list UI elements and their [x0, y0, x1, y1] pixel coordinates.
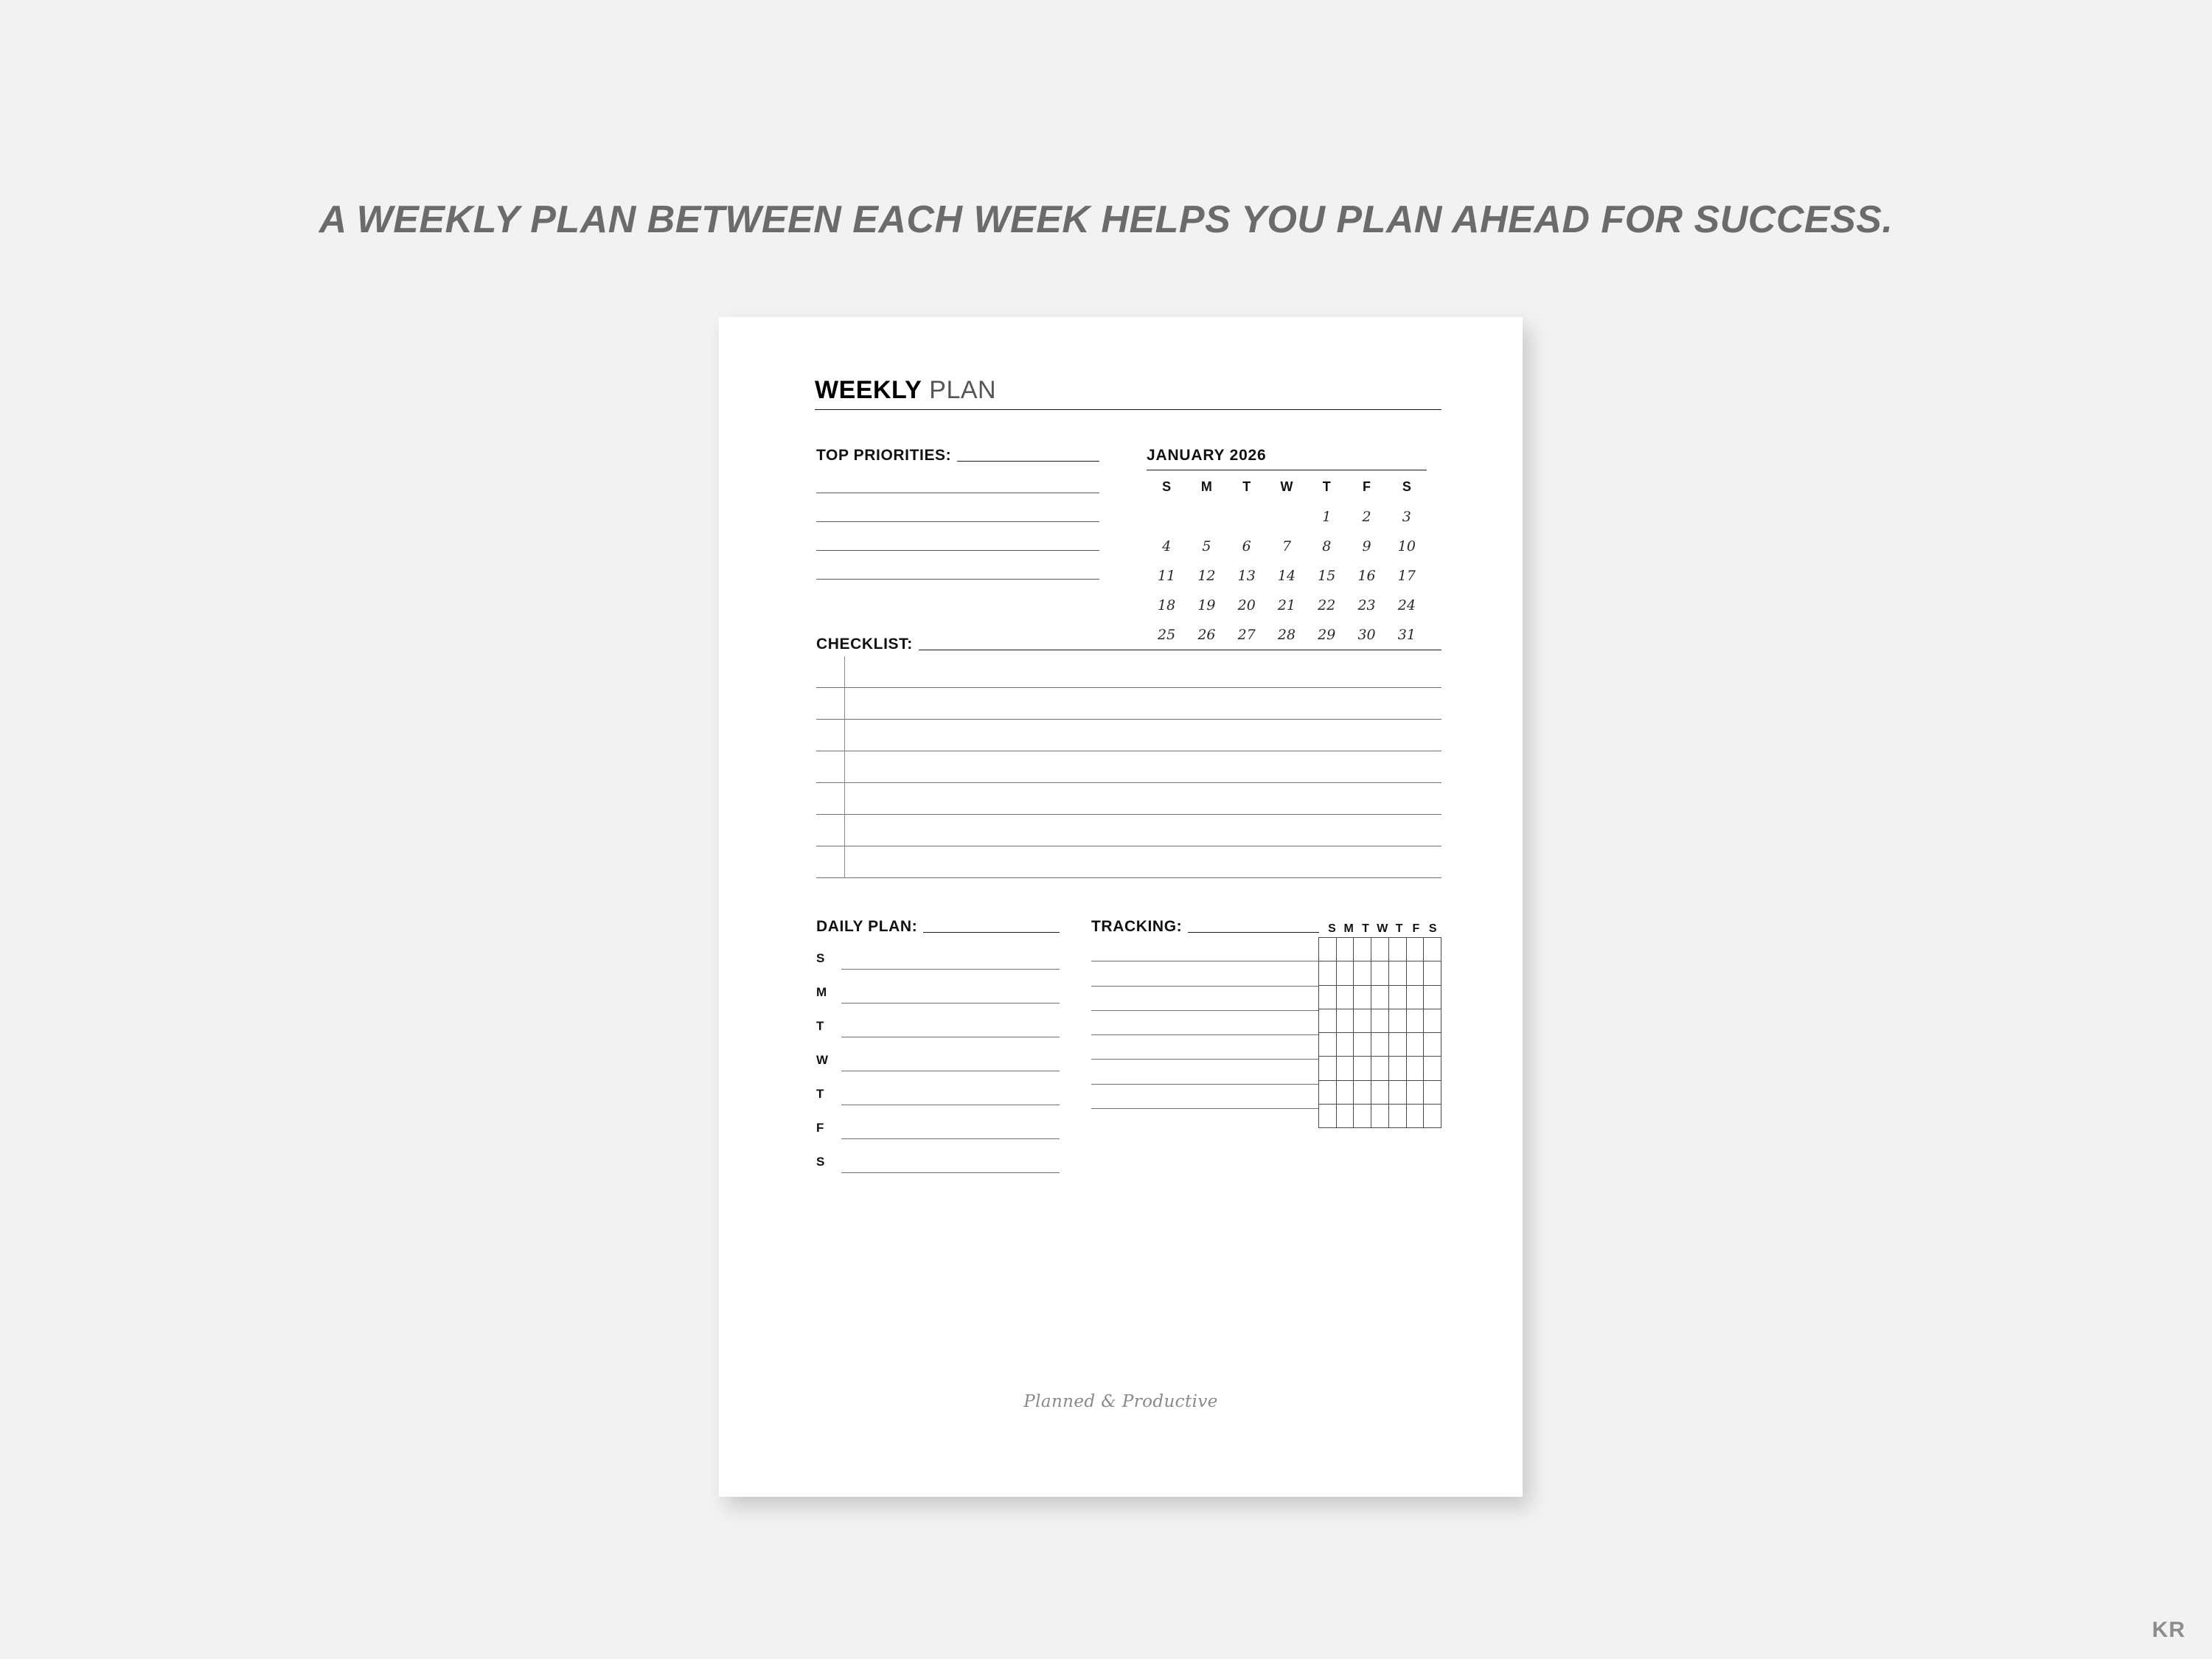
- daily-plan-day-label: T: [816, 1019, 824, 1033]
- calendar-week-row: [1147, 532, 1427, 561]
- calendar-day[interactable]: 13: [1237, 568, 1256, 584]
- checklist-row[interactable]: [816, 751, 1441, 783]
- calendar-day[interactable]: [1227, 502, 1267, 532]
- calendar-weekday: T: [1322, 479, 1331, 494]
- calendar-day[interactable]: 5: [1202, 538, 1211, 554]
- checklist-section: [816, 636, 1441, 878]
- tracking-cell[interactable]: [1371, 986, 1389, 1009]
- checklist-checkbox-column-divider: [844, 656, 845, 878]
- tracking-cell[interactable]: [1424, 1009, 1441, 1033]
- daily-plan-header: [816, 918, 1060, 936]
- calendar-week-row: [1147, 502, 1427, 532]
- tracking-cell[interactable]: [1354, 1105, 1371, 1128]
- calendar-day[interactable]: 20: [1237, 597, 1256, 613]
- calendar-day[interactable]: 22: [1318, 597, 1336, 613]
- tracking-cell[interactable]: [1371, 1009, 1389, 1033]
- tracking-cell[interactable]: [1407, 1009, 1425, 1033]
- top-priorities-section: [816, 447, 1099, 580]
- daily-plan-section: [816, 918, 1060, 1173]
- daily-plan-row[interactable]: [816, 1071, 1060, 1105]
- priority-write-line[interactable]: [816, 578, 1099, 580]
- calendar-weekday: W: [1280, 479, 1293, 494]
- tracking-write-line[interactable]: [1091, 937, 1318, 961]
- calendar-day[interactable]: 23: [1357, 597, 1376, 613]
- checklist-row[interactable]: [816, 688, 1441, 720]
- tracking-cell[interactable]: [1424, 1081, 1441, 1105]
- tracking-cell[interactable]: [1371, 1105, 1389, 1128]
- tracking-cell[interactable]: [1337, 961, 1354, 985]
- daily-plan-row[interactable]: [816, 1004, 1060, 1037]
- checklist-row[interactable]: [816, 846, 1441, 878]
- tracking-cell[interactable]: [1319, 938, 1337, 961]
- calendar-day[interactable]: 7: [1281, 538, 1292, 554]
- daily-plan-write-line[interactable]: [841, 969, 1060, 970]
- calendar-week-row: [1147, 591, 1427, 620]
- daily-plan-write-line[interactable]: [841, 1138, 1060, 1139]
- tracking-cell[interactable]: [1337, 1009, 1354, 1033]
- calendar-day[interactable]: 6: [1242, 538, 1251, 554]
- tracking-cell[interactable]: [1371, 938, 1389, 961]
- tracking-cell[interactable]: [1337, 986, 1354, 1009]
- tracking-weekday: W: [1377, 922, 1388, 935]
- calendar-day[interactable]: 31: [1397, 627, 1416, 643]
- tracking-cell[interactable]: [1354, 1009, 1371, 1033]
- calendar-weekday: F: [1363, 479, 1371, 494]
- calendar-day[interactable]: 16: [1357, 568, 1376, 584]
- calendar-day[interactable]: 27: [1237, 627, 1256, 643]
- tracking-cell[interactable]: [1407, 1057, 1425, 1080]
- checklist-row[interactable]: [816, 656, 1441, 688]
- tracking-write-line[interactable]: [1091, 987, 1318, 1011]
- tracking-cell[interactable]: [1371, 1033, 1389, 1057]
- daily-plan-write-line[interactable]: [841, 1172, 1060, 1173]
- calendar-day[interactable]: 1: [1322, 509, 1332, 525]
- calendar-weekday: S: [1162, 479, 1172, 494]
- calendar-week-row: [1147, 561, 1427, 591]
- daily-plan-day-label: M: [816, 985, 827, 999]
- tracking-section: [1091, 918, 1441, 1128]
- checklist-header: [816, 636, 1441, 653]
- planner-page: [719, 317, 1523, 1497]
- tracking-weekday: S: [1328, 922, 1336, 935]
- tracking-weekday: T: [1362, 922, 1369, 935]
- calendar-day[interactable]: 26: [1197, 627, 1216, 643]
- tracking-cell[interactable]: [1354, 986, 1371, 1009]
- daily-plan-row[interactable]: [816, 1105, 1060, 1139]
- tracking-cell[interactable]: [1319, 1081, 1337, 1105]
- tracking-cell[interactable]: [1337, 1081, 1354, 1105]
- calendar-day[interactable]: 18: [1158, 597, 1176, 613]
- tracking-cell[interactable]: [1371, 1057, 1389, 1080]
- brand-signature: Planned & Productive: [1023, 1392, 1218, 1411]
- calendar-weekday: T: [1242, 479, 1251, 494]
- tracking-cell[interactable]: [1371, 961, 1389, 985]
- tracking-cell[interactable]: [1389, 1081, 1407, 1105]
- tracking-weekday: M: [1343, 922, 1354, 935]
- calendar-day[interactable]: [1267, 502, 1307, 532]
- tracking-write-line[interactable]: [1091, 1035, 1318, 1060]
- tracking-cell[interactable]: [1337, 1057, 1354, 1080]
- tracking-cell[interactable]: [1337, 1033, 1354, 1057]
- daily-plan-row[interactable]: [816, 936, 1060, 970]
- tracking-weekday: S: [1428, 922, 1437, 935]
- tracking-grid: [1318, 937, 1441, 1128]
- tracking-cell[interactable]: [1407, 1081, 1425, 1105]
- tracking-cell[interactable]: [1407, 1033, 1425, 1057]
- tracking-cell[interactable]: [1319, 1105, 1337, 1128]
- daily-plan-row[interactable]: [816, 970, 1060, 1004]
- daily-plan-day-label: W: [816, 1053, 829, 1067]
- tracking-cell[interactable]: [1319, 986, 1337, 1009]
- calendar-day[interactable]: [1186, 502, 1226, 532]
- tracking-write-line[interactable]: [1091, 961, 1318, 986]
- tracking-cell[interactable]: [1319, 1009, 1337, 1033]
- priority-write-line[interactable]: [816, 492, 1099, 493]
- tracking-cell[interactable]: [1389, 1105, 1407, 1128]
- calendar-day[interactable]: 3: [1402, 509, 1411, 525]
- tracking-body: [1091, 937, 1441, 1128]
- checklist-row[interactable]: [816, 815, 1441, 846]
- calendar-day[interactable]: 4: [1162, 538, 1172, 554]
- tracking-cell[interactable]: [1424, 1057, 1441, 1080]
- tracking-cell[interactable]: [1389, 1009, 1407, 1033]
- tracking-weekday: F: [1412, 922, 1420, 935]
- checklist-row[interactable]: [816, 720, 1441, 751]
- tracking-cell[interactable]: [1354, 1057, 1371, 1080]
- tracking-cell[interactable]: [1424, 938, 1441, 961]
- tracking-write-line[interactable]: [1091, 1085, 1318, 1109]
- daily-plan-day-label: F: [816, 1121, 824, 1135]
- daily-plan-write-line[interactable]: [841, 1003, 1060, 1004]
- priority-write-line[interactable]: [816, 549, 1099, 551]
- page-title: [815, 376, 1441, 410]
- tracking-cell[interactable]: [1407, 1105, 1425, 1128]
- priority-write-line[interactable]: [816, 521, 1099, 522]
- page-headline: A WEEKLY PLAN BETWEEN EACH WEEK HELPS YOU PLAN AHEAD FOR SUCCESS.: [319, 198, 1893, 241]
- calendar-day[interactable]: 24: [1397, 597, 1416, 613]
- calendar-weekday-row: [1147, 475, 1427, 502]
- calendar-table: [1147, 475, 1427, 650]
- daily-plan-day-label: T: [816, 1087, 824, 1101]
- tracking-cell[interactable]: [1389, 986, 1407, 1009]
- calendar-day[interactable]: 28: [1277, 627, 1296, 643]
- tracking-cell[interactable]: [1389, 1057, 1407, 1080]
- calendar-day[interactable]: 2: [1362, 509, 1371, 525]
- calendar-day[interactable]: 15: [1318, 568, 1336, 584]
- title-divider: [815, 409, 1441, 410]
- tracking-cell[interactable]: [1424, 961, 1441, 985]
- tracking-cell[interactable]: [1407, 986, 1425, 1009]
- tracking-label: TRACKING:: [1091, 918, 1183, 935]
- daily-plan-header-rule: [923, 932, 1060, 933]
- calendar-day[interactable]: 9: [1362, 538, 1371, 554]
- tracking-cell[interactable]: [1354, 1033, 1371, 1057]
- top-priorities-header: [816, 447, 1099, 465]
- calendar-day[interactable]: 30: [1357, 627, 1376, 643]
- calendar-weekday: M: [1200, 479, 1212, 494]
- planner-content: [800, 376, 1441, 1438]
- tracking-cell[interactable]: [1354, 938, 1371, 961]
- tracking-cell[interactable]: [1389, 938, 1407, 961]
- calendar-day[interactable]: 8: [1322, 538, 1332, 554]
- calendar-day[interactable]: 10: [1397, 538, 1416, 554]
- tracking-cell[interactable]: [1424, 1033, 1441, 1057]
- tracking-cell[interactable]: [1424, 1105, 1441, 1128]
- daily-plan-row[interactable]: [816, 1037, 1060, 1071]
- daily-plan-label: DAILY PLAN:: [816, 918, 918, 935]
- checklist-rows: [816, 656, 1441, 878]
- tracking-cell[interactable]: [1319, 1057, 1337, 1080]
- tracking-write-line[interactable]: [1091, 1060, 1318, 1084]
- checklist-label: CHECKLIST:: [816, 636, 913, 653]
- tracking-header: [1091, 918, 1441, 936]
- tracking-cell[interactable]: [1407, 938, 1425, 961]
- top-priorities-header-rule: [957, 461, 1099, 462]
- calendar-day[interactable]: 14: [1277, 568, 1296, 584]
- tracking-weekday: T: [1395, 922, 1403, 935]
- checklist-row[interactable]: [816, 783, 1441, 815]
- daily-plan-row[interactable]: [816, 1139, 1060, 1173]
- tracking-cell[interactable]: [1354, 1081, 1371, 1105]
- page-title-bold: WEEKLY: [815, 376, 922, 404]
- calendar-day[interactable]: 17: [1397, 568, 1416, 584]
- daily-plan-day-label: S: [816, 1155, 825, 1169]
- tracking-cell[interactable]: [1371, 1081, 1389, 1105]
- tracking-cell[interactable]: [1319, 1033, 1337, 1057]
- tracking-write-line[interactable]: [1091, 1011, 1318, 1035]
- calendar-month-title: JANUARY 2026: [1147, 447, 1267, 464]
- tracking-cell[interactable]: [1424, 986, 1441, 1009]
- tracking-cell[interactable]: [1337, 938, 1354, 961]
- tracking-cell[interactable]: [1389, 1033, 1407, 1057]
- calendar-weekday: S: [1402, 479, 1411, 494]
- daily-plan-day-label: S: [816, 951, 825, 965]
- calendar-day[interactable]: 11: [1158, 568, 1176, 584]
- calendar-day[interactable]: 12: [1197, 568, 1216, 584]
- tracking-cell[interactable]: [1337, 1105, 1354, 1128]
- image-watermark: KR: [2152, 1618, 2185, 1642]
- tracking-cell[interactable]: [1389, 961, 1407, 985]
- page-title-light: PLAN: [929, 376, 997, 404]
- calendar-day[interactable]: 19: [1197, 597, 1216, 613]
- tracking-header-rule: [1188, 932, 1319, 933]
- month-calendar: [1147, 447, 1427, 650]
- tracking-cell[interactable]: [1354, 961, 1371, 985]
- tracking-cell[interactable]: [1407, 961, 1425, 985]
- calendar-day[interactable]: 21: [1277, 597, 1296, 613]
- calendar-day[interactable]: 29: [1318, 627, 1336, 643]
- calendar-day[interactable]: 25: [1158, 627, 1176, 643]
- tracking-cell[interactable]: [1319, 961, 1337, 985]
- top-priorities-label: TOP PRIORITIES:: [816, 447, 952, 464]
- tracking-label-lines: [1091, 937, 1318, 1128]
- tracking-weekday-row: [1324, 922, 1441, 936]
- calendar-day[interactable]: [1147, 502, 1186, 532]
